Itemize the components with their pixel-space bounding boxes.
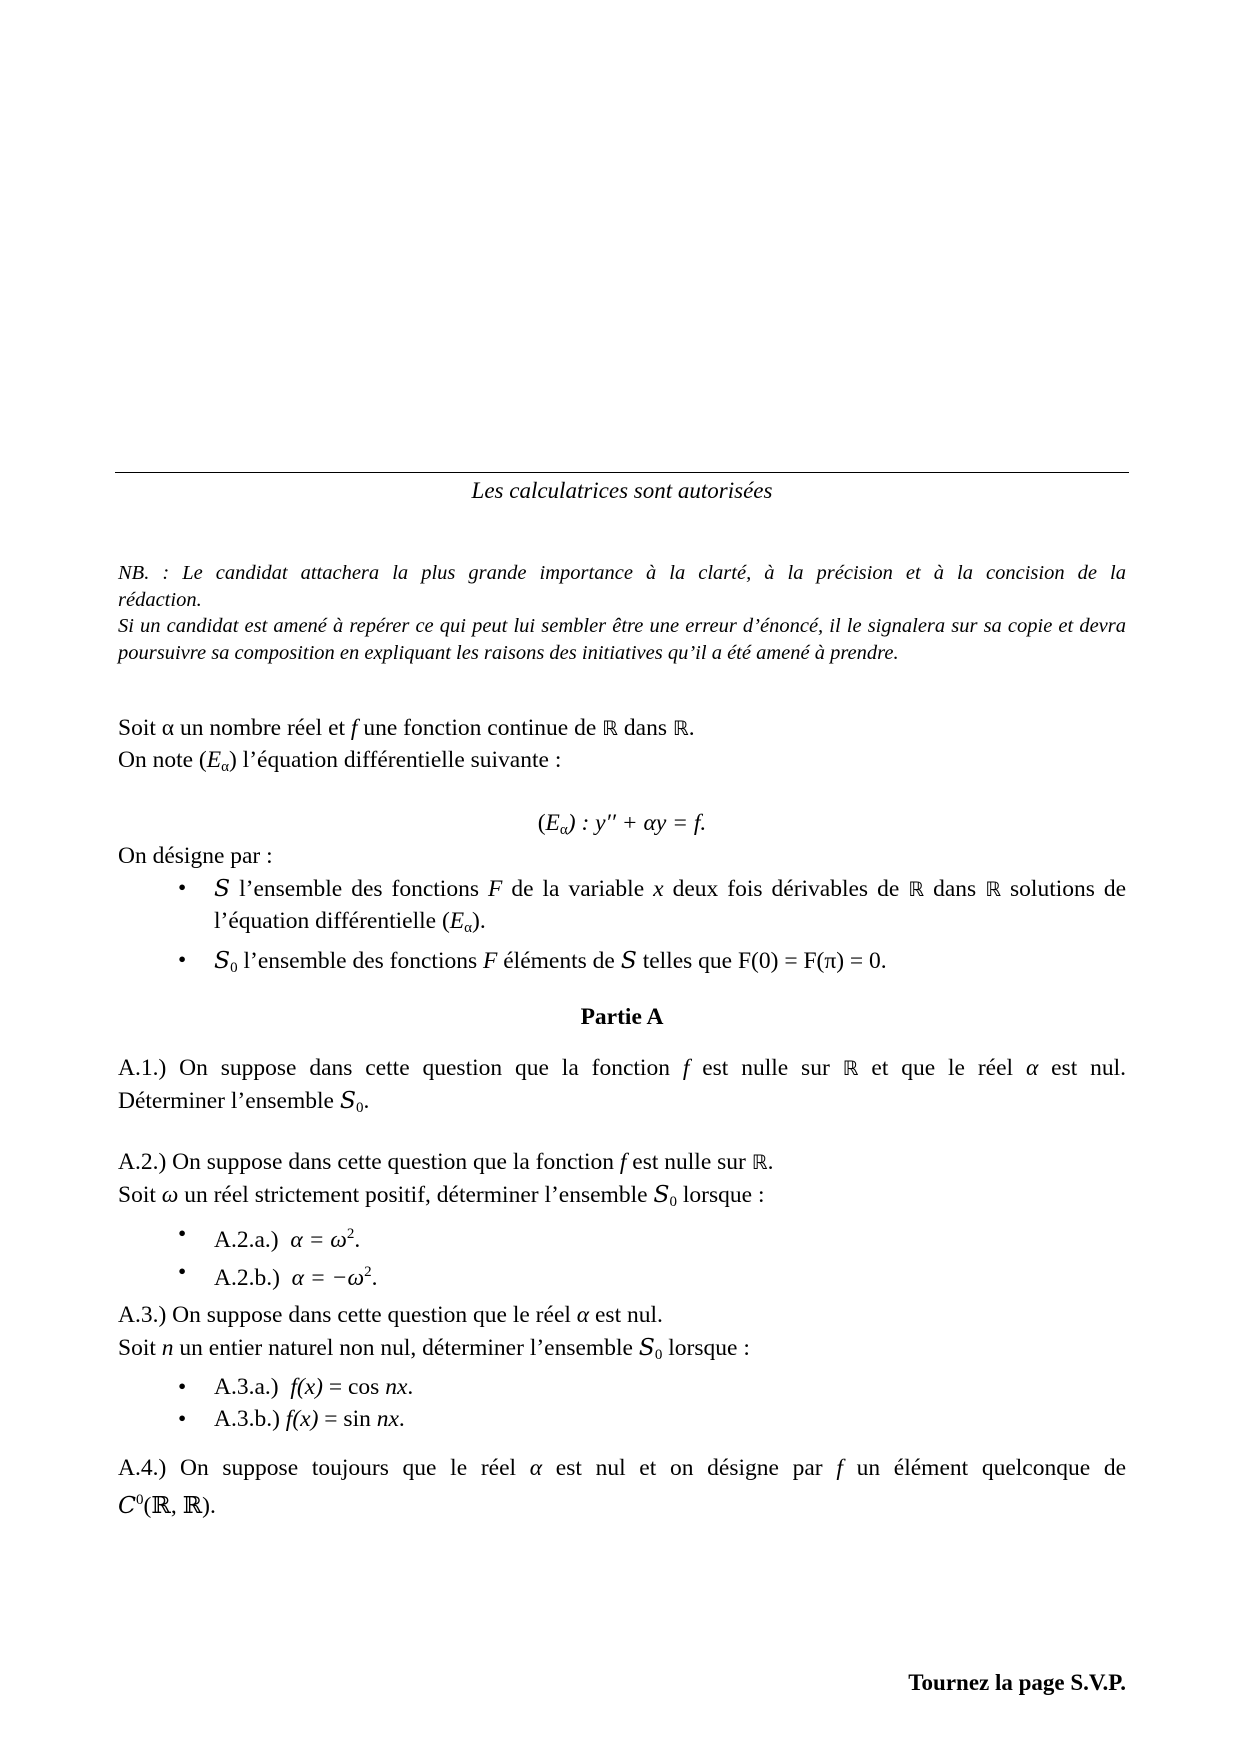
set-S: S <box>214 946 231 974</box>
text: est nulle sur <box>702 1055 830 1081</box>
case-a2b <box>118 1256 1126 1294</box>
var-f: f <box>350 715 358 741</box>
var-E: E <box>449 908 465 934</box>
a1-line-2 <box>118 1084 1126 1124</box>
equation-body: ) : y′′ + αy = f. <box>567 810 707 836</box>
var-f: f <box>619 1149 627 1175</box>
case-a3b <box>118 1403 1126 1435</box>
var-n: n <box>161 1335 174 1361</box>
sup-2: 2 <box>364 1264 372 1280</box>
reals-symbol: ℝ <box>985 877 1002 901</box>
text: solutions de l’équation différentielle ( <box>214 876 1127 934</box>
header-rule <box>115 472 1129 473</box>
case-label: A.2.a.) <box>214 1227 279 1253</box>
var-alpha: α <box>529 1455 543 1481</box>
text: . <box>398 1406 405 1432</box>
text: Soit <box>118 1335 156 1361</box>
definitions-list <box>118 872 1126 984</box>
arg-x: (x) <box>292 1406 319 1432</box>
text: l’ensemble des fonctions <box>243 948 478 974</box>
text: ( <box>537 810 546 836</box>
part-a-title: Partie A <box>580 1004 664 1030</box>
text: Déterminer l’ensemble <box>118 1088 334 1114</box>
differential-equation <box>118 810 1126 839</box>
set-S: S <box>638 1333 655 1361</box>
definition-S0 <box>118 944 1126 984</box>
definition-S <box>118 872 1126 944</box>
a2-cases <box>118 1218 1126 1294</box>
arg-x: (x) <box>296 1374 323 1400</box>
calculators-note: Les calculatrices sont autorisées <box>471 478 773 503</box>
turn-page-note: Tournez la page S.V.P. <box>908 1670 1126 1695</box>
text: éléments de <box>503 948 615 974</box>
sub-alpha: α <box>464 920 472 936</box>
a2-line-1 <box>118 1146 1126 1178</box>
a1-line-1 <box>118 1052 1126 1084</box>
sub-alpha: α <box>221 759 229 775</box>
var-x: x <box>653 876 664 902</box>
text: est nul et on désigne par <box>555 1455 823 1481</box>
nb-line-2: rédaction. <box>118 588 202 611</box>
a4-line-1 <box>118 1452 1126 1484</box>
set-S: S <box>620 946 637 974</box>
text: . <box>354 1227 361 1253</box>
case-label: A.2.b.) <box>214 1265 280 1291</box>
var-nx: nx <box>376 1406 399 1432</box>
a3-line-1 <box>118 1299 1126 1331</box>
text: (ℝ, ℝ). <box>143 1493 216 1519</box>
text: dans <box>623 715 667 741</box>
reals-symbol: ℝ <box>602 716 619 740</box>
sub-alpha: α <box>559 822 568 838</box>
text: est nulle sur <box>632 1149 746 1175</box>
sup-2: 2 <box>346 1226 355 1242</box>
question-a2 <box>118 1146 1126 1294</box>
question-a1 <box>118 1052 1126 1124</box>
case-label: A.3.b.) <box>214 1406 280 1432</box>
intro-line-1 <box>118 712 1126 744</box>
text: = cos <box>328 1374 380 1400</box>
text: dans <box>933 876 977 902</box>
text: telles que <box>642 948 733 974</box>
case-equation: α = −ω <box>291 1265 365 1291</box>
var-E: E <box>545 810 560 836</box>
sub-0: 0 <box>230 960 238 976</box>
set-S: S <box>214 874 231 902</box>
var-f: f <box>836 1455 843 1481</box>
reals-symbol: ℝ <box>842 1056 859 1080</box>
boundary-condition: F(0) = F(π) = 0. <box>737 948 887 974</box>
definitions <box>118 840 1126 984</box>
text: . <box>363 1088 370 1114</box>
sub-0: 0 <box>355 1100 364 1116</box>
set-S: S <box>339 1086 356 1114</box>
text: ) l’équation différentielle suivante : <box>228 747 562 773</box>
var-nx: nx <box>385 1374 408 1400</box>
text: On note ( <box>118 747 207 773</box>
set-C: C <box>118 1491 136 1519</box>
text: un entier naturel non nul, déterminer l’ensemble <box>179 1335 633 1361</box>
a4-line-2 <box>118 1484 1126 1522</box>
case-a2a <box>118 1218 1126 1256</box>
question-a3 <box>118 1299 1126 1435</box>
text: A.4.) On suppose toujours que le réel <box>118 1455 517 1481</box>
text: Soit α un nombre réel et <box>118 715 346 741</box>
a3-cases <box>118 1371 1126 1435</box>
nb-line-1: NB. : Le candidat attachera la plus grande importance à la clarté, à la précision et à la concision de la <box>118 562 1126 584</box>
case-equation: α = ω <box>290 1227 347 1253</box>
sub-0: 0 <box>669 1194 678 1210</box>
text: deux fois dérivables de <box>672 876 900 902</box>
nb-instructions <box>118 560 1126 666</box>
var-alpha: α <box>1025 1055 1039 1081</box>
var-F: F <box>487 876 503 902</box>
text: . <box>371 1265 378 1291</box>
var-E: E <box>206 747 222 773</box>
set-S: S <box>653 1180 670 1208</box>
a3-line-2 <box>118 1331 1126 1371</box>
case-label: A.3.a.) <box>214 1374 279 1400</box>
text: A.3.) On suppose dans cette question que le réel <box>118 1302 571 1328</box>
nb-line-3: Si un candidat est amené à repérer ce qui peut lui sembler être une erreur d’énoncé, il le signalera sur sa copie et devra poursuivre sa composition en expliquant les raisons des initiatives qu’il a été amené à prendre. <box>118 615 1126 664</box>
question-a4 <box>118 1452 1126 1522</box>
sup-0: 0 <box>135 1492 144 1508</box>
text: ). <box>472 908 486 934</box>
text: . <box>688 715 695 741</box>
text: A.2.) On suppose dans cette question que la fonction <box>118 1149 615 1175</box>
case-a3a <box>118 1371 1126 1403</box>
reals-symbol: ℝ <box>751 1150 768 1174</box>
text: Soit <box>118 1182 156 1208</box>
var-f: f <box>285 1406 293 1432</box>
text: un élément quelconque de <box>856 1455 1127 1481</box>
designe-line: On désigne par : <box>118 843 273 869</box>
text: = sin <box>324 1406 371 1432</box>
var-f: f <box>290 1374 297 1400</box>
text: un réel strictement positif, déterminer l’ensemble <box>184 1182 648 1208</box>
text: lorsque : <box>668 1335 750 1361</box>
text: une fonction continue de <box>363 715 597 741</box>
sub-0: 0 <box>654 1347 663 1363</box>
reals-symbol: ℝ <box>672 716 689 740</box>
text: est nul. <box>1051 1055 1127 1081</box>
reals-symbol: ℝ <box>908 877 925 901</box>
intro-paragraph <box>118 712 1126 783</box>
a2-line-2 <box>118 1178 1126 1218</box>
var-alpha: α <box>576 1302 590 1328</box>
text: est nul. <box>595 1302 663 1328</box>
var-f: f <box>682 1055 690 1081</box>
text: . <box>767 1149 774 1175</box>
text: lorsque : <box>682 1182 765 1208</box>
text: A.1.) On suppose dans cette question que la fonction <box>118 1055 670 1081</box>
intro-line-2 <box>118 744 1126 783</box>
var-F: F <box>483 948 498 974</box>
text: l’ensemble des fonctions <box>239 876 479 902</box>
text: . <box>407 1374 414 1400</box>
var-omega: ω <box>161 1182 179 1208</box>
text: et que le réel <box>871 1055 1014 1081</box>
text: de la variable <box>511 876 645 902</box>
